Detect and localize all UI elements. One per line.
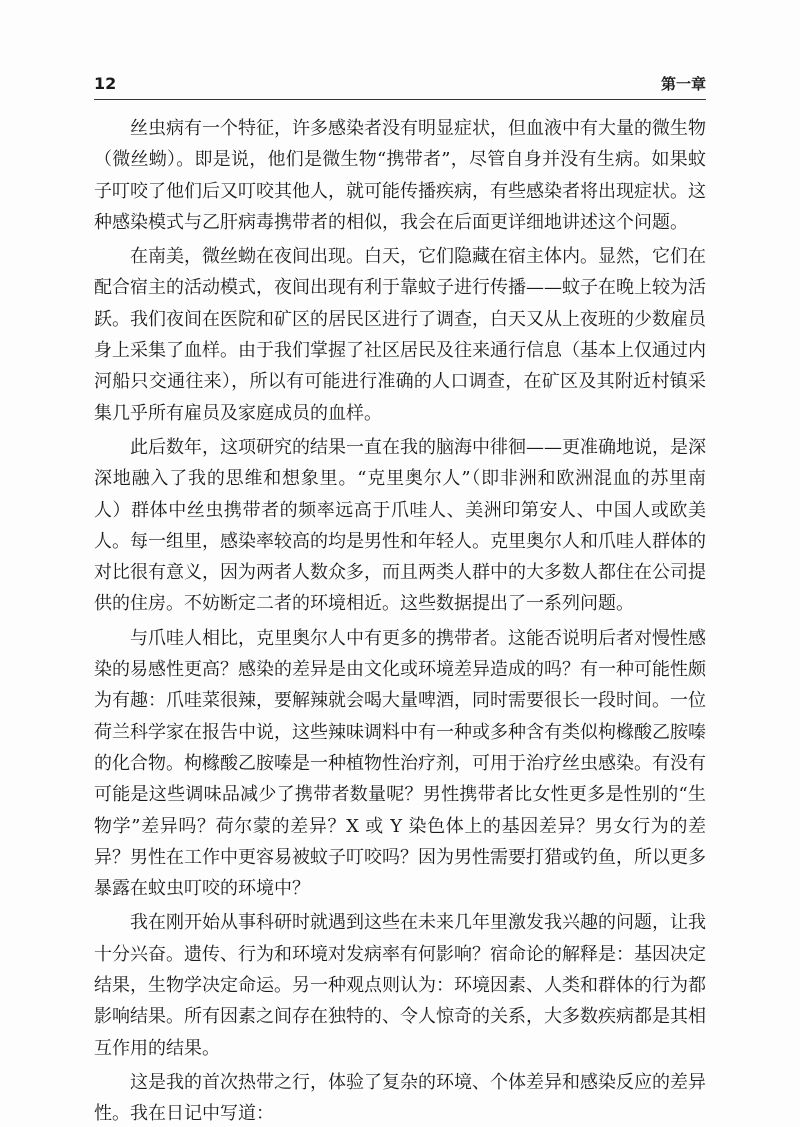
page-number: 12 [94,74,117,93]
paragraph: 在南美，微丝蚴在夜间出现。白天，它们隐藏在宿主体内。显然，它们在配合宿主的活动模式，夜间出现有利于靠蚊子进行传播——蚊子在晚上较为活跃。我们夜间在医院和矿区的居民区进行了调查，白天又从上夜班的少数雇员身上采集了血样。由于我们掌握了社区居民及往来通行信息（基本上仅通过内河船只交通往来），所以有可能进行准确的人口调查，在矿区及其附近村镇采集几乎所有雇员及家庭成员的血样。 [94,246,706,424]
paragraph: 与爪哇人相比，克里奥尔人中有更多的携带者。这能否说明后者对慢性感染的易感性更高？感染的差异是由文化或环境差异造成的吗？有一种可能性颇为有趣：爪哇菜很辣，要解辣就会喝大量啤酒，同时需要很长一段时间。一位荷兰科学家在报告中说，这些辣味调料中有一种或多种含有类似枸橼酸乙胺嗪的化合物。枸橼酸乙胺嗪是一种植物性治疗剂，可用于治疗丝虫感染。有没有可能是这些调味品减少了携带者数量呢？男性携带者比女性更多是性别的“生物学”差异吗？荷尔蒙的差异？X 或 Y 染色体上的基因差异？男女行为的差异？男性在工作中更容易被蚊子叮咬吗？因为男性需要打猎或钓鱼，所以更多暴露在蚊虫叮咬的环境中？ [94,627,706,900]
body-text [94,113,706,1127]
paragraph: 这是我的首次热带之行，体验了复杂的环境、个体差异和感染反应的差异性。我在日记中写道： [94,1071,706,1125]
paragraph: 此后数年，这项研究的结果一直在我的脑海中徘徊——更准确地说，是深深地融入了我的思维和想象里。“克里奥尔人”（即非洲和欧洲混血的苏里南人）群体中丝虫携带者的频率远高于爪哇人、美洲印第安人、中国人或欧美人。每一组里，感染率较高的均是男性和年轻人。克里奥尔人和爪哇人群体的对比很有意义，因为两者人数众多，而且两类人群中的大多数人都住在公司提供的住房。不妨断定二者的环境相近。这些数据提出了一系列问题。 [94,436,706,615]
header-rule [94,99,706,100]
paragraph: 我在刚开始从事科研时就遇到这些在未来几年里激发我兴趣的问题，让我十分兴奋。遗传、行为和环境对发病率有何影响？宿命论的解释是：基因决定结果，生物学决定命运。另一种观点则认为：环境因素、人类和群体的行为都影响结果。所有因素之间存在独特的、令人惊奇的关系，大多数疾病都是其相互作用的结果。 [94,912,706,1059]
running-header [94,74,706,96]
paragraph: 丝虫病有一个特征，许多感染者没有明显症状，但血液中有大量的微生物（微丝蚴）。即是说，他们是微生物“携带者”，尽管自身并没有生病。如果蚊子叮咬了他们后又叮咬其他人，就可能传播疾病，有些感染者将出现症状。这种感染模式与乙肝病毒携带者的相似，我会在后面更详细地讲述这个问题。 [94,118,706,233]
chapter-title: 第一章 [660,75,706,93]
